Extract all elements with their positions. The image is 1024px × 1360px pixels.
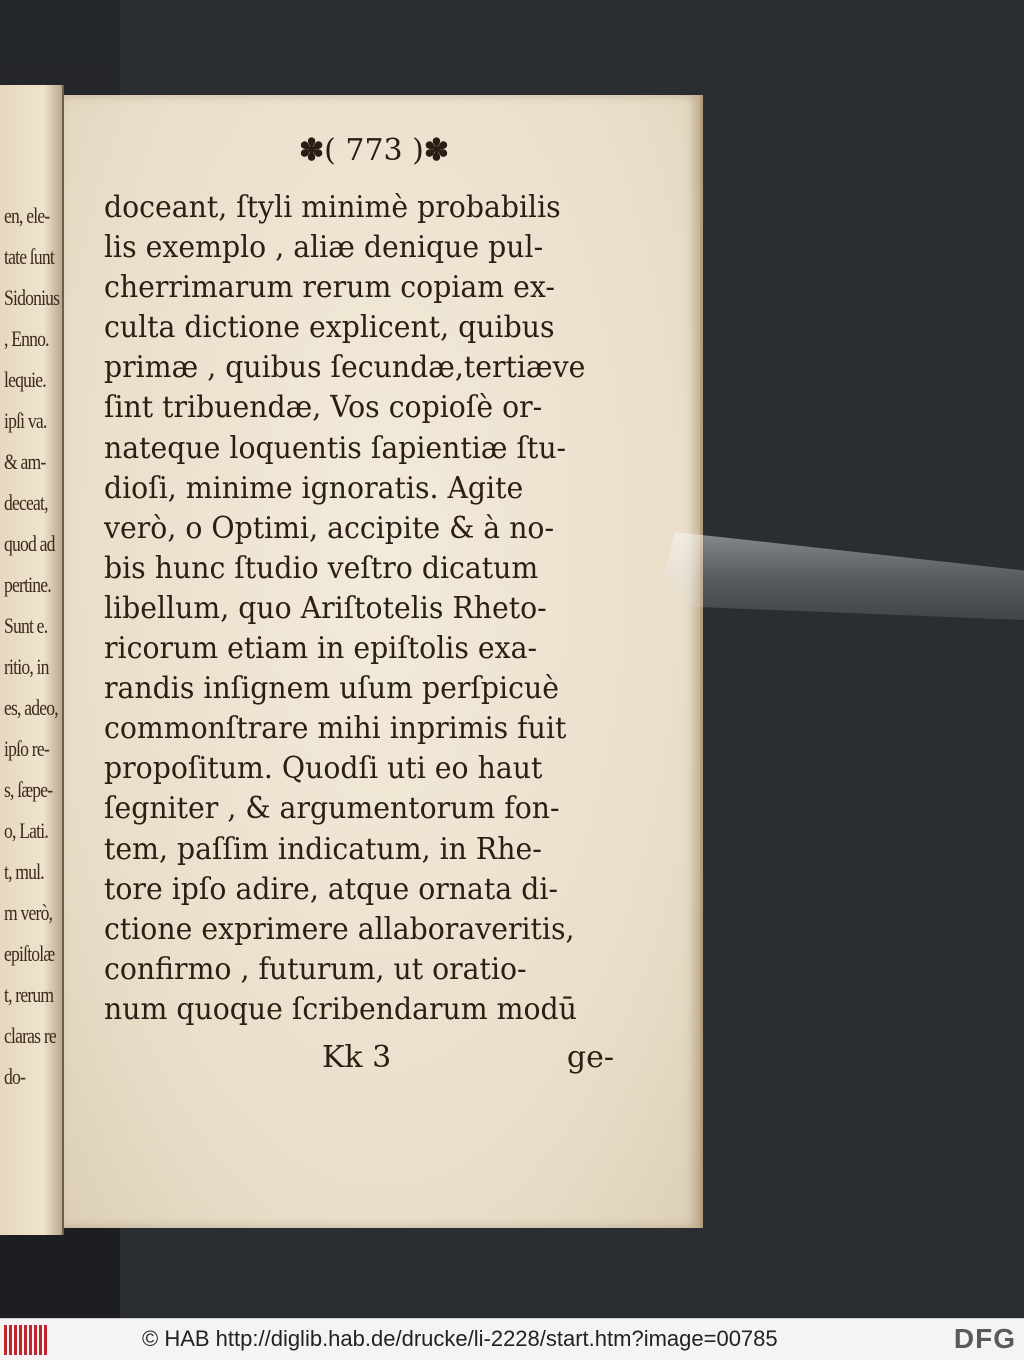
text-line: cherrimarum rerum copiam ex- xyxy=(104,270,555,305)
text-line: tem, paſſim indicatum, in Rhe- xyxy=(104,831,542,866)
text-line: tore ipſo adire, atque ornata di- xyxy=(104,871,558,906)
left-page xyxy=(0,85,64,1235)
left-fragment: t, mul. xyxy=(4,859,44,884)
text-line: dioſi, minime ignoratis. Agite xyxy=(104,470,524,505)
left-fragment: m verò, xyxy=(4,900,53,925)
page-number: ( 773 ) xyxy=(324,133,424,168)
left-fragment: quod ad xyxy=(4,531,55,556)
left-fragment: es, adeo, xyxy=(4,695,58,720)
text-line: confirmo , futurum, ut oratio- xyxy=(104,951,527,986)
left-fragment: o, Lati. xyxy=(4,818,48,843)
text-line: commonſtrare mihi inprimis fuit xyxy=(104,711,567,746)
viewer-footer xyxy=(0,1318,1024,1360)
left-fragment: ipſo re- xyxy=(4,736,49,761)
text-line: nateque loquentis ſapientiæ ſtu- xyxy=(104,430,567,465)
text-line: propoſitum. Quodſi uti eo haut xyxy=(104,751,543,786)
text-line: verò, o Optimi, accipite & à no- xyxy=(104,510,555,545)
left-fragment: , Enno. xyxy=(4,326,49,351)
text-line: primæ , quibus ſecundæ,tertiæve xyxy=(104,350,586,385)
left-fragment: deceat, xyxy=(4,490,48,515)
left-fragment: tate ſunt xyxy=(4,244,54,269)
left-page-text xyxy=(4,195,60,1097)
left-fragment: ritio, in xyxy=(4,654,49,679)
left-fragment: s, ſæpe- xyxy=(4,777,53,802)
text-line: bis hunc ſtudio veſtro dicatum xyxy=(104,550,539,585)
text-line: ricorum etiam in epiſtolis exa- xyxy=(104,631,538,666)
text-line: lis exemplo , aliæ denique pul- xyxy=(104,230,544,265)
text-line: num quoque ſcribendarum modū xyxy=(104,991,577,1026)
left-fragment: t, rerum xyxy=(4,982,54,1007)
left-fragment: claras re xyxy=(4,1023,56,1048)
page-footer-line xyxy=(104,1040,614,1080)
catchword: ge- xyxy=(566,1040,614,1075)
dfg-logo: DFG xyxy=(953,1323,1016,1354)
left-fragment: Sidonius xyxy=(4,285,60,310)
text-line: randis inſignem uſum perſpicuè xyxy=(104,671,559,706)
left-fragment: epiſtolæ xyxy=(4,941,55,966)
left-fragment: pertine. xyxy=(4,572,51,597)
text-line: doceant, ſtyli minimè probabilis xyxy=(104,190,561,224)
left-fragment: do- xyxy=(4,1064,26,1089)
signature-mark: Kk 3 xyxy=(322,1040,392,1075)
text-line: libellum, quo Ariſtotelis Rheto- xyxy=(104,590,547,625)
text-line: culta dictione explicent, quibus xyxy=(104,310,555,345)
left-fragment: Sunt e. xyxy=(4,613,48,638)
page-body xyxy=(104,187,603,1029)
hab-logo-icon xyxy=(4,1325,48,1355)
text-line: ſint tribuendæ, Vos copioſè or- xyxy=(104,390,543,425)
ornament-icon: ✽ xyxy=(423,133,450,168)
left-fragment: & am- xyxy=(4,449,46,474)
left-fragment: lequie. xyxy=(4,367,46,392)
ornament-icon: ✽ xyxy=(298,133,325,168)
text-line: ſegniter , & argumentorum fon- xyxy=(104,791,560,826)
page-header xyxy=(274,133,474,168)
book-page xyxy=(64,95,703,1228)
copyright-text[interactable]: © HAB http://diglib.hab.de/drucke/li-2228/start.htm?image=00785 xyxy=(142,1326,778,1351)
text-line: ctione exprimere allaboraveritis, xyxy=(104,911,575,946)
left-fragment: en, ele- xyxy=(4,203,50,228)
left-fragment: ipſi va. xyxy=(4,408,47,433)
